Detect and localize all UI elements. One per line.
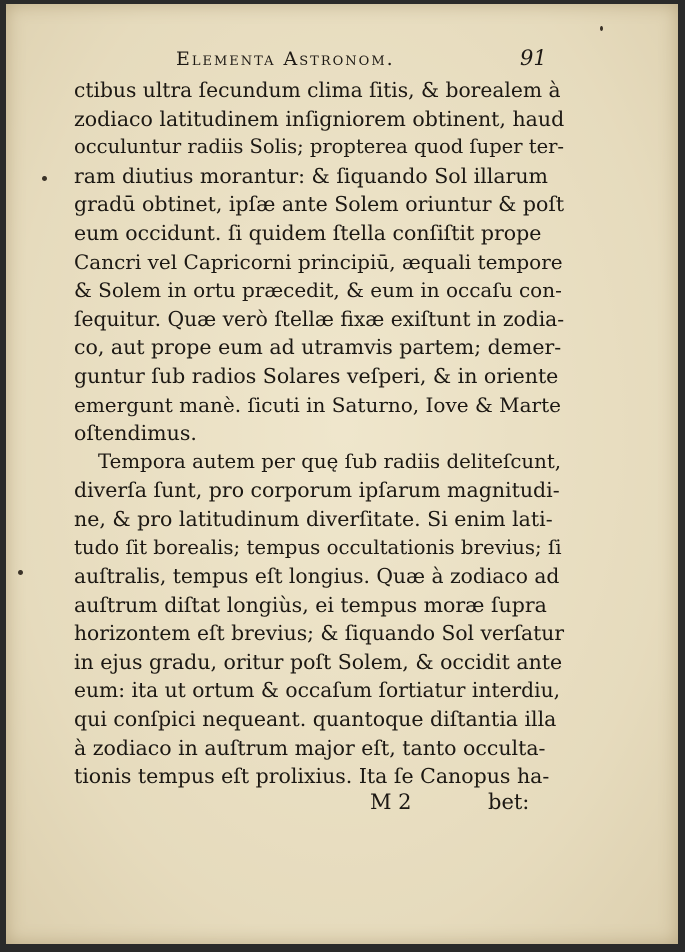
- text-line: eum occidunt. ſi quidem ſtella conſiſtit prope: [74, 220, 542, 245]
- running-title: Elementa Astronom.: [176, 48, 395, 70]
- text-line: occuluntur radiis Solis; propterea quod ſuper ter-: [74, 135, 565, 159]
- text-line: ram diutius morantur: & ſiquando Sol illarum: [74, 163, 548, 188]
- text-line: horizontem eſt brevius; & ſiquando Sol verſatur: [74, 621, 564, 646]
- text-line: co, aut prope eum ad utramvis partem; demer-: [74, 335, 562, 360]
- signature-mark: M 2: [370, 790, 412, 814]
- page-number: 91: [520, 46, 547, 70]
- text-line: tionis tempus eſt prolixius. Ita ſe Canopus ha-: [74, 764, 550, 789]
- text-line: & Solem in ortu præcedit, & eum in occaſu con-: [74, 278, 562, 303]
- text-line: emergunt manè. ſicuti in Saturno, Iove & Marte: [74, 392, 561, 417]
- text-line: gradū obtinet, ipſæ ante Solem oriuntur & poſt: [74, 192, 565, 217]
- text-line: qui conſpici nequeant. quantoque diſtantia illa: [74, 707, 557, 732]
- text-line: Cancri vel Capricorni principiū, æquali tempore: [74, 249, 563, 274]
- margin-mark: [600, 26, 603, 31]
- text-line: guntur ſub radios Solares veſperi, & in oriente: [74, 363, 559, 388]
- text-line: auſtrum diſtat longiùs, ei tempus moræ ſupra: [74, 592, 547, 617]
- body-text: [74, 76, 564, 791]
- text-line: eum: ita ut ortum & occaſum ſortiatur interdiu,: [74, 678, 561, 703]
- text-line: zodiaco latitudinem inſigniorem obtinent, haud: [74, 106, 565, 131]
- text-line: ne, & pro latitudinum diverſitate. Si enim lati-: [74, 506, 553, 531]
- text-line: tudo ſit borealis; tempus occultationis brevius; ſi: [74, 535, 562, 559]
- text-line: diverſa ſunt, pro corporum ipſarum magnitudi-: [74, 478, 560, 503]
- text-line: ctibus ultra ſecundum clima ſitis, & borealem à: [74, 78, 561, 102]
- margin-mark: [42, 176, 47, 181]
- text-line: Tempora autem per quę ſub radiis deliteſcunt,: [98, 449, 562, 473]
- text-line: auſtralis, tempus eſt longius. Quæ à zodiaco ad: [74, 564, 560, 589]
- book-page: [6, 4, 678, 944]
- text-line: ſequitur. Quæ verò ſtellæ fixæ exiſtunt in zodia-: [74, 306, 565, 331]
- margin-mark: [18, 570, 23, 575]
- text-line: oſtendimus.: [74, 421, 197, 446]
- text-line: in ejus gradu, oritur poſt Solem, & occidit ante: [74, 649, 563, 674]
- catchword: bet:: [488, 790, 530, 814]
- text-line: à zodiaco in auſtrum major eſt, tanto occulta-: [74, 735, 546, 760]
